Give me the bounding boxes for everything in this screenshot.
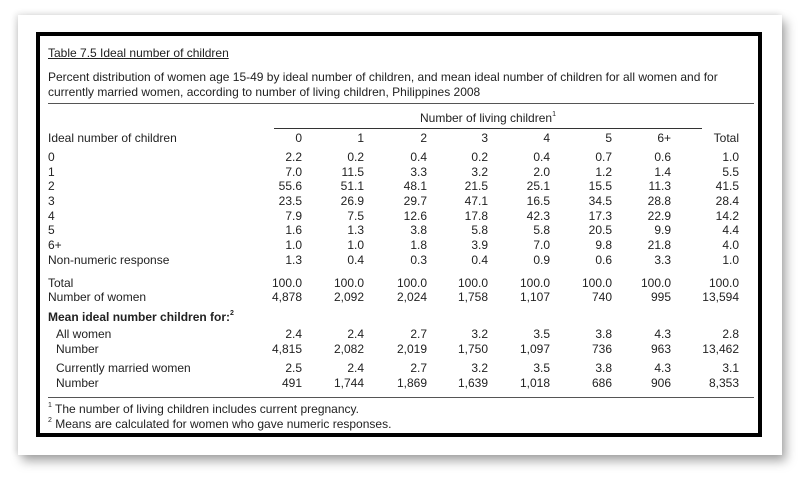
table-row (48, 310, 754, 324)
table-cell: 3.8 (410, 223, 427, 237)
row-label-cell (48, 253, 169, 267)
table-cell: 3.5 (533, 361, 550, 375)
table-cell: 25.1 (526, 179, 550, 193)
table-cell: 15.5 (588, 179, 612, 193)
table-cell: 2.0 (533, 165, 550, 179)
table-cell: 2 (420, 131, 427, 145)
table-cell: 2,024 (396, 290, 427, 304)
row-label-cell (48, 194, 55, 208)
table-caption: Percent distribution of women age 15-49 by ideal number of children, and mean ideal number of children for all women and for currently married women, according to number of living children, Philippines 2008 (48, 70, 718, 99)
table-cell: 0.4 (347, 253, 364, 267)
table-cell: 3.9 (471, 238, 488, 252)
table-cell: 1.3 (347, 223, 364, 237)
row-label: Non-numeric response (48, 253, 170, 267)
table-cell: 1,744 (333, 376, 364, 390)
table-cell: 740 (591, 290, 612, 304)
row-label-cell (56, 327, 111, 341)
table-cell: 5.8 (471, 223, 488, 237)
table-cell: 2.4 (347, 361, 364, 375)
table-cell: 51.1 (340, 179, 364, 193)
footnote-mark: 1 (48, 402, 52, 409)
table-cell: 3.3 (654, 253, 671, 267)
table-cell: 7.0 (533, 238, 550, 252)
table-cell: 12.6 (403, 209, 427, 223)
table-cell: 100.0 (457, 276, 488, 290)
table-cell: 1.2 (595, 165, 612, 179)
table-row (48, 376, 754, 390)
table-row (48, 342, 754, 356)
table-cell: 1.6 (285, 223, 302, 237)
footnote-ref: 1 (552, 111, 556, 118)
table-cell: 100.0 (640, 276, 671, 290)
table-cell: 2.5 (285, 361, 302, 375)
table-cell: 3.8 (595, 327, 612, 341)
table-cell: 28.4 (715, 194, 739, 208)
table-row (48, 165, 754, 179)
table-cell: 13,594 (702, 290, 739, 304)
row-label-cell (48, 223, 55, 237)
bottom-rule (48, 397, 754, 398)
table-row (48, 179, 754, 193)
table-row (48, 276, 754, 290)
table-row (48, 209, 754, 223)
table-cell: 100.0 (271, 276, 302, 290)
table-cell: 48.1 (403, 179, 427, 193)
table-cell: 0.2 (471, 150, 488, 164)
table-cell: 16.5 (526, 194, 550, 208)
row-label: Currently married women (56, 361, 191, 375)
row-label: Number (56, 342, 99, 356)
row-label-cell (48, 290, 146, 304)
table-cell: 21.8 (647, 238, 671, 252)
table-cell: 1,639 (457, 376, 488, 390)
table-cell: 3.1 (722, 361, 739, 375)
row-label: Number (56, 376, 99, 390)
table-cell: 995 (650, 290, 671, 304)
table-cell: 4,878 (271, 290, 302, 304)
table-cell: 1 (357, 131, 364, 145)
table-cell: 4.3 (654, 327, 671, 341)
table-cell: 1,758 (457, 290, 488, 304)
table-cell: 686 (591, 376, 612, 390)
table-cell: 55.6 (278, 179, 302, 193)
column-spanner (420, 111, 556, 125)
row-label-cell (56, 342, 99, 356)
table-cell: 9.8 (595, 238, 612, 252)
table-cell: 5.8 (533, 223, 550, 237)
table-row (48, 327, 754, 341)
row-label-cell (48, 165, 55, 179)
footnote-text: Means are calculated for women who gave numeric responses. (51, 417, 392, 431)
row-label: Number of women (48, 290, 147, 304)
table-cell: 1,097 (519, 342, 550, 356)
table-cell: 2.8 (722, 327, 739, 341)
table-cell: 4.3 (654, 361, 671, 375)
row-label: 0 (48, 150, 55, 164)
table-cell: 47.1 (464, 194, 488, 208)
table-cell: 0.2 (347, 150, 364, 164)
table-cell: 100.0 (708, 276, 739, 290)
table-cell: 1.0 (347, 238, 364, 252)
table-cell: 0.6 (654, 150, 671, 164)
footnote-mark: 2 (48, 417, 52, 424)
row-label: 6+ (48, 238, 62, 252)
table-cell: 41.5 (715, 179, 739, 193)
table-cell: 1.0 (722, 150, 739, 164)
table-cell: 1.3 (285, 253, 302, 267)
table-cell: 1.0 (722, 253, 739, 267)
table-cell: 491 (281, 376, 302, 390)
table-cell: 4 (543, 131, 550, 145)
footnote-text: The number of living children includes current pregnancy. (51, 402, 359, 416)
table-cell: 1,869 (396, 376, 427, 390)
table-cell: 4.0 (722, 238, 739, 252)
top-rule (48, 103, 754, 104)
table-cell: 7.9 (285, 209, 302, 223)
table-cell: 0.4 (471, 253, 488, 267)
table-cell: 1.0 (285, 238, 302, 252)
table-cell: 1.4 (654, 165, 671, 179)
column-header-row (48, 131, 754, 145)
table-cell: 5.5 (722, 165, 739, 179)
row-label: All women (56, 327, 112, 341)
row-label: Ideal number of children (48, 131, 177, 145)
table-cell: 23.5 (278, 194, 302, 208)
table-cell: 4,815 (271, 342, 302, 356)
table-cell: 2.2 (285, 150, 302, 164)
row-label-cell (48, 150, 55, 164)
row-label: 2 (48, 179, 55, 193)
table-cell: 3.5 (533, 327, 550, 341)
table-cell: 1,107 (519, 290, 550, 304)
table-cell: 20.5 (588, 223, 612, 237)
table-cell: 0.7 (595, 150, 612, 164)
row-label: 4 (48, 209, 55, 223)
table-cell: 26.9 (340, 194, 364, 208)
table-cell: 3.3 (410, 165, 427, 179)
row-label-cell (48, 310, 234, 324)
table-row (48, 194, 754, 208)
footnote-1 (48, 402, 359, 416)
row-label-cell (56, 361, 191, 375)
table-cell: 2.4 (347, 327, 364, 341)
table-cell: 0.6 (595, 253, 612, 267)
table-cell: 0 (295, 131, 302, 145)
table-frame (36, 32, 762, 437)
table-row (48, 361, 754, 375)
footnote-ref: 2 (230, 310, 234, 317)
table-cell: 4.4 (722, 223, 739, 237)
table-cell: 1.8 (410, 238, 427, 252)
table-cell: 34.5 (588, 194, 612, 208)
row-label: 1 (48, 165, 55, 179)
spanner-text: Number of living children (420, 111, 553, 125)
table-cell: 1,018 (519, 376, 550, 390)
table-cell: 3.2 (471, 327, 488, 341)
table-cell: 100.0 (333, 276, 364, 290)
table-cell: 2.4 (285, 327, 302, 341)
table-cell: 3.8 (595, 361, 612, 375)
table-cell: 28.8 (647, 194, 671, 208)
row-label-cell (48, 179, 55, 193)
table-cell: 29.7 (403, 194, 427, 208)
row-label-cell (48, 238, 62, 252)
table-cell: 100.0 (519, 276, 550, 290)
row-label-cell (48, 131, 177, 145)
row-label: 3 (48, 194, 55, 208)
table-cell: 0.4 (533, 150, 550, 164)
table-row (48, 290, 754, 304)
row-label: Mean ideal number children for: (48, 310, 231, 324)
table-cell: 2.7 (410, 327, 427, 341)
table-row (48, 238, 754, 252)
table-cell: 736 (591, 342, 612, 356)
table-row (48, 253, 754, 267)
row-label-cell (48, 209, 55, 223)
table-row (48, 223, 754, 237)
table-cell: 6+ (657, 131, 671, 145)
footnote-2 (48, 417, 391, 431)
table-title: Table 7.5 Ideal number of children (48, 46, 229, 60)
table-cell: 100.0 (396, 276, 427, 290)
table-cell: 2.7 (410, 361, 427, 375)
table-cell: 13,462 (702, 342, 739, 356)
table-cell: 7.0 (285, 165, 302, 179)
table-cell: 0.4 (410, 150, 427, 164)
row-label-cell (56, 376, 99, 390)
row-label-cell (48, 276, 73, 290)
table-cell: 14.2 (715, 209, 739, 223)
table-cell: 7.5 (347, 209, 364, 223)
row-label: 5 (48, 223, 55, 237)
table-cell: 0.9 (533, 253, 550, 267)
table-cell: 0.3 (410, 253, 427, 267)
table-cell: 5 (605, 131, 612, 145)
table-cell: Total (713, 131, 739, 145)
table-cell: 8,353 (708, 376, 739, 390)
table-cell: 3 (481, 131, 488, 145)
table-cell: 11.3 (648, 179, 671, 193)
table-cell: 3.2 (471, 361, 488, 375)
spanner-rule (274, 128, 702, 129)
table-cell: 2,082 (333, 342, 364, 356)
table-cell: 17.3 (588, 209, 612, 223)
table-cell: 3.2 (471, 165, 488, 179)
table-cell: 17.8 (464, 209, 488, 223)
table-cell: 1,750 (457, 342, 488, 356)
table-cell: 11.5 (341, 165, 364, 179)
table-cell: 21.5 (464, 179, 488, 193)
table-cell: 42.3 (526, 209, 550, 223)
table-row (48, 150, 754, 164)
table-cell: 100.0 (581, 276, 612, 290)
table-cell: 906 (650, 376, 671, 390)
table-cell: 963 (650, 342, 671, 356)
table-cell: 2,092 (333, 290, 364, 304)
row-label: Total (48, 276, 74, 290)
table-cell: 22.9 (647, 209, 671, 223)
table-cell: 9.9 (654, 223, 671, 237)
table-cell: 2,019 (396, 342, 427, 356)
